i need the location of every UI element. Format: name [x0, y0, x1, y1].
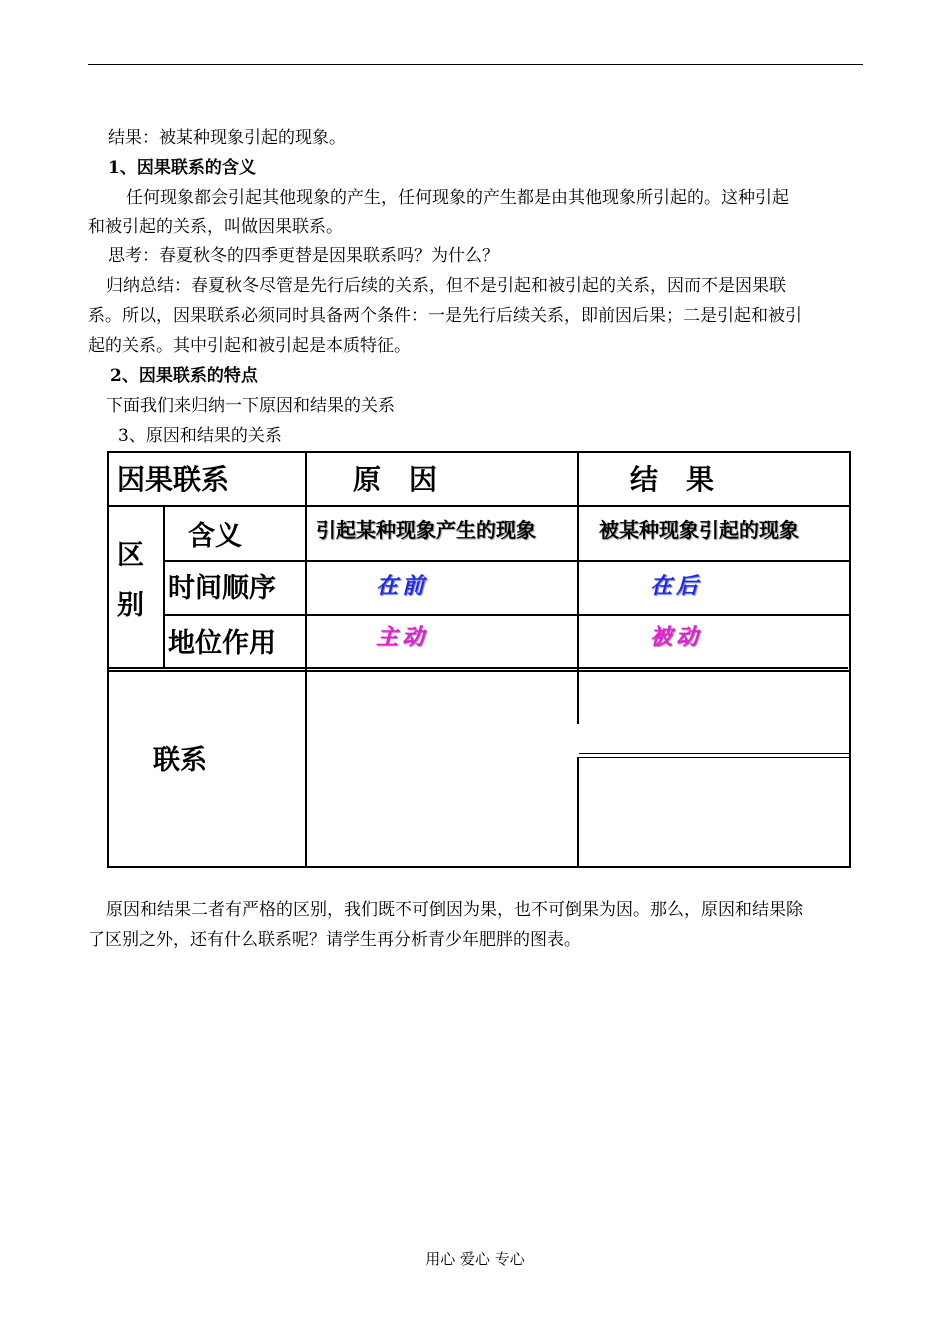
effect-meaning: 被某种现象引起的现象 [599, 518, 799, 542]
row-label-meaning: 含义 [188, 521, 242, 552]
text-result-definition: 结果：被某种现象引起的现象。 [108, 128, 346, 148]
paragraph-causal-def-2: 和被引起的关系，叫做因果联系。 [88, 217, 343, 237]
cause-role: 主动 [376, 624, 429, 650]
label-distinction-1: 区 [117, 540, 144, 571]
text-intro-relationship: 下面我们来归纳一下原因和结果的关系 [106, 396, 395, 416]
paragraph-causal-def-1: 任何现象都会引起其他现象的产生，任何现象的产生都是由其他现象所引起的。这种引起 [126, 188, 789, 208]
heading-causal-features: 2、因果联系的特点 [110, 366, 258, 386]
paragraph-summary-1: 归纳总结：春夏秋冬尽管是先行后续的关系，但不是引起和被引起的关系，因而不是因果联 [106, 276, 786, 296]
label-connection: 联系 [153, 745, 207, 776]
heading-causal-meaning: 1、因果联系的含义 [108, 158, 256, 178]
paragraph-conclusion-1: 原因和结果二者有严格的区别，我们既不可倒因为果，也不可倒果为因。那么，原因和结果除 [106, 900, 803, 920]
label-distinction-2: 别 [117, 590, 144, 621]
header-rule [88, 64, 863, 65]
paragraph-summary-2: 系。所以，因果联系必须同时具备两个条件：一是先行后续关系，即前因后果；二是引起和被引 [88, 306, 802, 326]
paragraph-conclusion-2: 了区别之外，还有什么联系呢？请学生再分析青少年肥胖的图表。 [88, 930, 581, 950]
row-label-role: 地位作用 [168, 628, 276, 659]
cause-time-order: 在前 [376, 573, 429, 599]
text-thinking-question: 思考：春夏秋冬的四季更替是因果联系吗？为什么？ [108, 246, 499, 266]
cause-meaning: 引起某种现象产生的现象 [316, 518, 536, 542]
header-causal-connection: 因果联系 [117, 463, 230, 496]
page-footer: 用心 爱心 专心 [425, 1250, 525, 1268]
header-cause: 原 因 [353, 463, 438, 496]
effect-time-order: 在后 [650, 573, 703, 599]
paragraph-summary-3: 起的关系。其中引起和被引起是本质特征。 [88, 336, 411, 356]
effect-role: 被动 [650, 624, 703, 650]
row-label-time-order: 时间顺序 [168, 573, 276, 604]
heading-cause-effect-relation: 3、原因和结果的关系 [118, 426, 282, 446]
header-effect: 结 果 [630, 463, 715, 496]
